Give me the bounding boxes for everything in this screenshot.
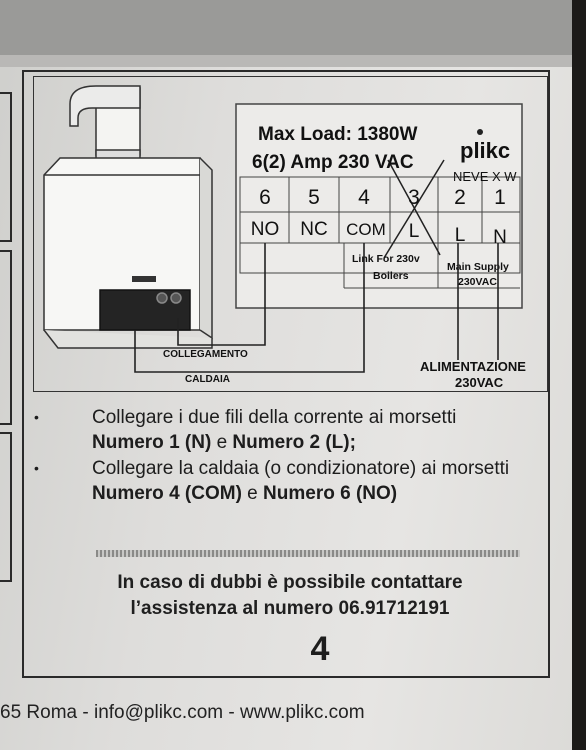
terminal-label: N bbox=[493, 227, 507, 248]
terminal-number: 6 bbox=[259, 186, 271, 209]
terminal-number: 1 bbox=[494, 186, 506, 209]
brand-dot-icon bbox=[477, 129, 483, 135]
terminal-number: 2 bbox=[454, 186, 466, 209]
power-label-line1: ALIMENTAZIONE bbox=[420, 359, 526, 374]
divider bbox=[96, 550, 520, 557]
boiler-icon bbox=[44, 86, 212, 348]
instruction-text bbox=[92, 456, 534, 506]
terminal-ref: Numero 1 (N) bbox=[92, 432, 212, 453]
terminal-ref: Numero 6 (NO) bbox=[263, 483, 398, 504]
terminal-number: 4 bbox=[358, 186, 370, 209]
bullet-dot-icon: • bbox=[34, 409, 39, 425]
support-notice bbox=[40, 570, 540, 622]
terminal-label: L bbox=[408, 221, 420, 242]
instruction-part: e bbox=[211, 432, 233, 453]
list-item bbox=[34, 405, 534, 455]
instruction-part: Collegare i due fili della corrente ai morsetti bbox=[92, 407, 457, 428]
terminal-ref: Numero 4 (COM) bbox=[92, 483, 242, 504]
amp-rating-text: 6(2) Amp 230 VAC bbox=[252, 152, 414, 173]
bullet-dot-icon: • bbox=[34, 460, 39, 476]
brand-text: plikc bbox=[460, 138, 511, 163]
supply-note-line1: Main Supply bbox=[447, 261, 509, 273]
footer-contact: 65 Roma - info@plikc.com - www.plikc.com bbox=[0, 702, 365, 723]
terminal-number: 3 bbox=[408, 186, 420, 209]
terminal-ref: Numero 2 (L); bbox=[232, 432, 356, 453]
terminal-label: COM bbox=[346, 220, 386, 239]
page-number: 4 bbox=[310, 630, 330, 668]
boiler-label-line1: COLLEGAMENTO bbox=[163, 349, 248, 360]
max-load-text: Max Load: 1380W bbox=[258, 124, 418, 145]
model-text: NEVE X W bbox=[453, 169, 517, 184]
list-item bbox=[34, 456, 534, 506]
notice-line: In caso di dubbi è possibile contattare bbox=[117, 572, 463, 593]
instruction-part: Collegare la caldaia (o condizionatore) ai morsetti bbox=[92, 458, 510, 479]
terminal-label: L bbox=[454, 225, 466, 246]
terminal-label: NO bbox=[250, 219, 280, 240]
boiler-label-line2: CALDAIA bbox=[185, 374, 230, 385]
instruction-text bbox=[92, 405, 534, 455]
instruction-list bbox=[34, 405, 534, 507]
notice-line: l’assistenza al numero 06.91712191 bbox=[130, 598, 450, 619]
instruction-part: e bbox=[241, 483, 264, 504]
terminal-label: NC bbox=[300, 219, 328, 240]
link-note-line2: Boilers bbox=[373, 270, 409, 282]
supply-note-line2: 230VAC bbox=[458, 276, 497, 288]
link-note-line1: Link For 230v bbox=[352, 253, 420, 265]
power-label-line2: 230VAC bbox=[455, 375, 504, 390]
terminal-number: 5 bbox=[308, 186, 320, 209]
